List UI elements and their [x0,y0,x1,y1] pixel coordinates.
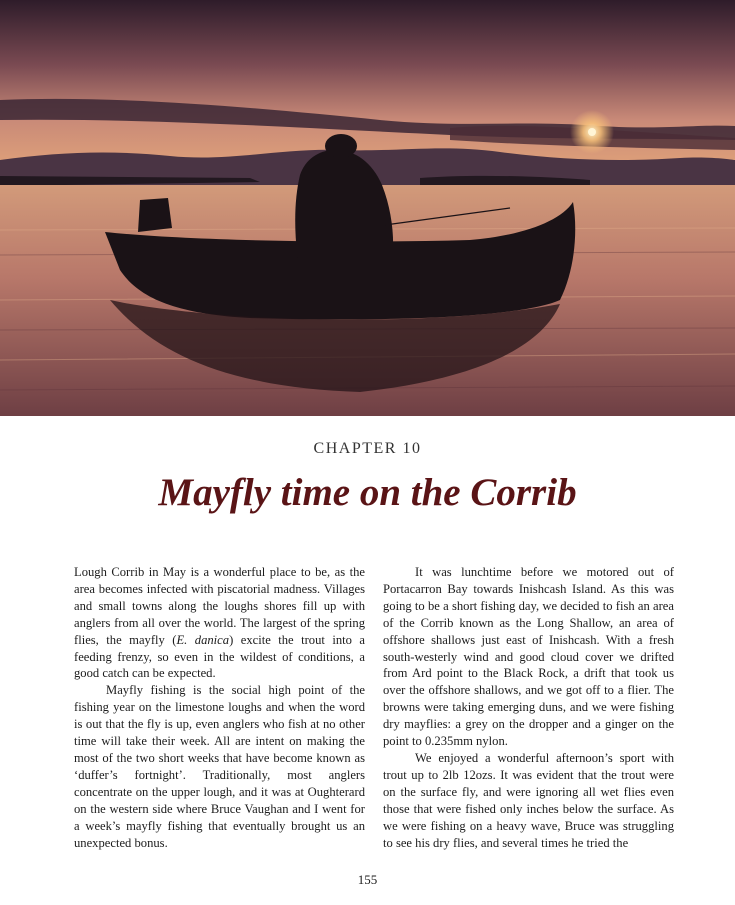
left-paragraph-2: Mayfly fishing is the social high point of the fishing year on the limestone loughs and when the word is out that the fly is up, even anglers who fish at no other time will take their week. All are intent on making the most of the two short weeks that have become known as ‘duffer’s fortnight’. Traditionally, most anglers concentrate on the upper lough, and it was at Oughterard on the western side where Bruce Vaughan and I went for a week’s mayfly fishing that eventually brought us an unexpected bonus. [74,683,365,850]
paragraph-text: ) excite the trout into a feeding frenzy, so even in the wildest of conditions, a good catch can be expected. [74,632,366,681]
chapter-label: CHAPTER 10 [313,440,422,457]
paragraph-text: Lough Corrib in May is a wonderful place to be, as the area becomes infected with piscatorial madness. Villages and small towns along the loughs shores fill up with anglers from all over the world. The largest of the spring flies, the mayfly ( [74,565,365,647]
right-text-column [383,564,674,851]
right-paragraph-2: We enjoyed a wonderful afternoon’s sport with trout up to 2lb 12ozs. It was evident that the trout were on the surface fly, and were ignoring all wet flies even those that were fished only inches below the surface. As we were fishing on a heavy wave, Bruce was struggling to see his dry flies, and several times he tried the [383,750,674,850]
right-paragraph-1: It was lunchtime before we motored out of Portacarron Bay towards Inishcash Island. As this was going to be a short fishing day, we decided to fish an area of the Corrib known as the Long Shallow, an area of offshore shallows just east of Inishcash. With a fresh south-westerly wind and good cloud cover we drifted from Ard point to the Black Rock, a drift that took us over the offshore shallows, and we got off to a flier. The browns were taking emerging duns, and we were fishing dry mayflies: a grey on the dropper and a ginger on the point to 0.235mm nylon. [383,565,674,749]
left-text-column [74,564,365,851]
sunset-boat-photo [0,0,735,416]
left-paragraph-1 [74,564,365,682]
chapter-title: Mayfly time on the Corrib [158,471,577,514]
photo-illustration [0,0,735,416]
species-name: E. danica [176,632,230,647]
page-number: 155 [357,872,378,887]
